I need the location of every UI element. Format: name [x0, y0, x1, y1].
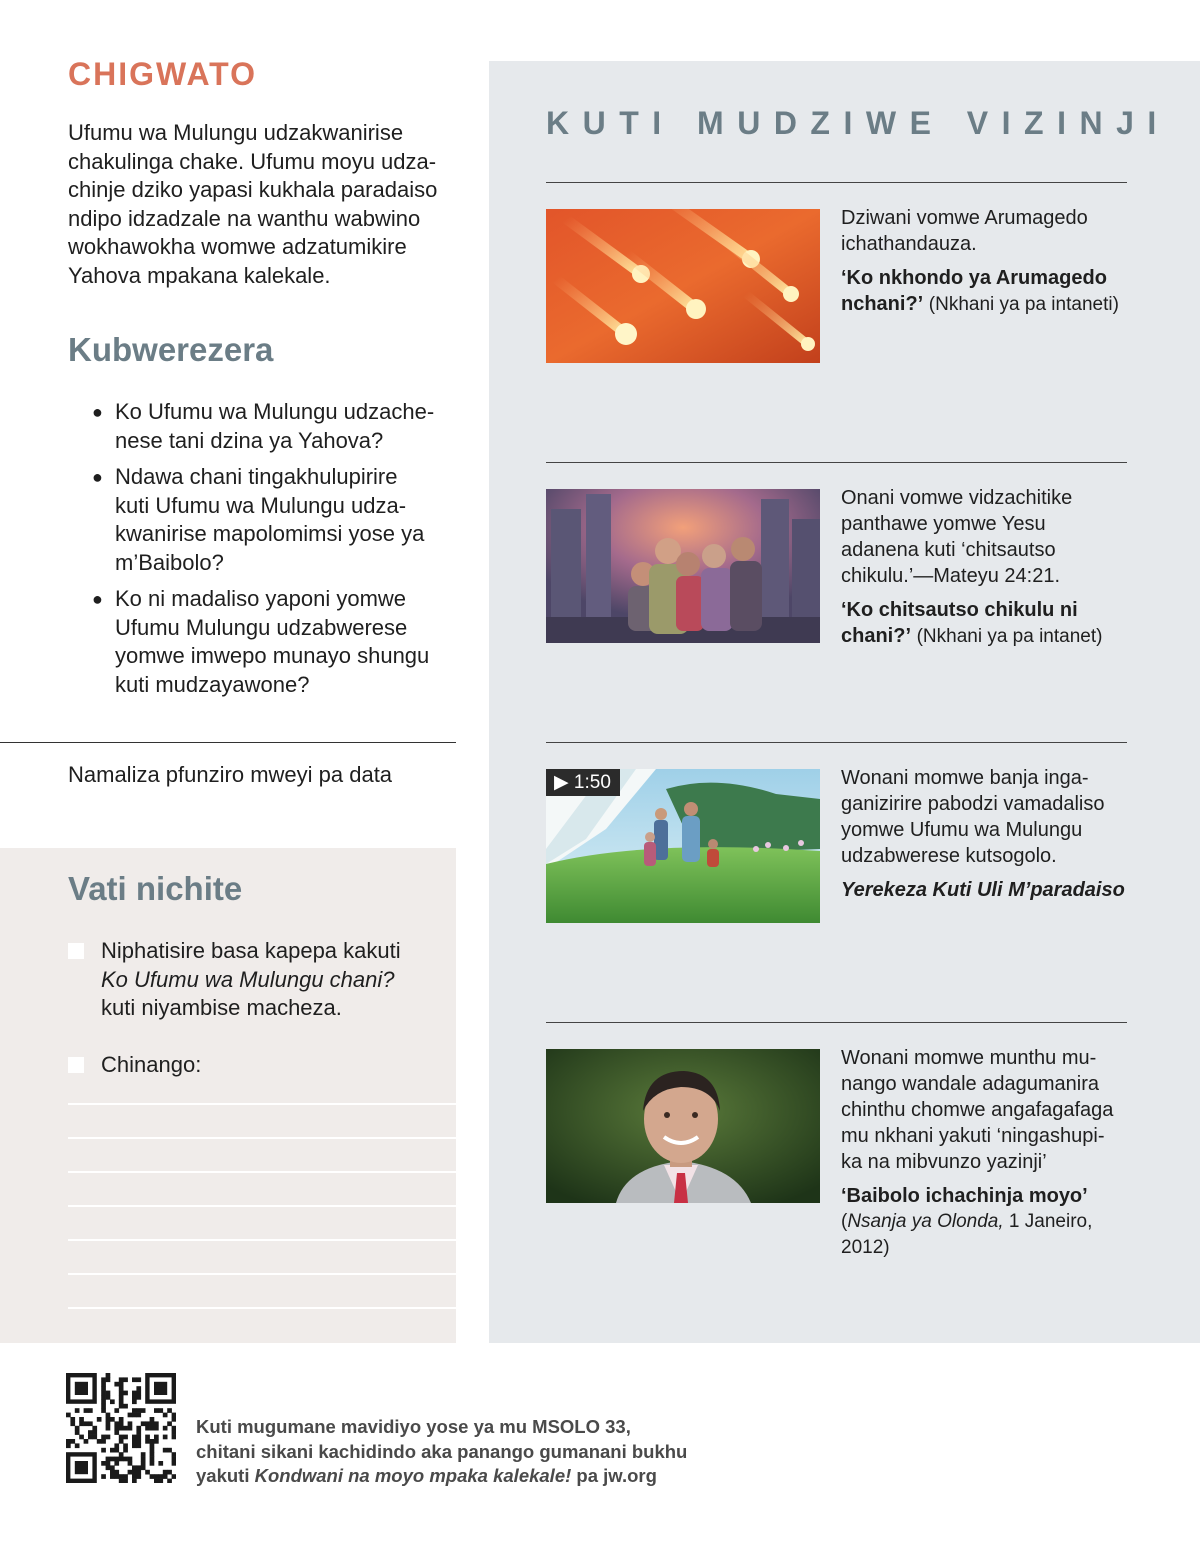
- entry-divider: [546, 1022, 1127, 1023]
- goal-item-text: [101, 937, 441, 1023]
- footer-line: pa jw.org: [571, 1465, 657, 1486]
- entry-line: nango wandale adagumanira: [841, 1073, 1099, 1095]
- source-label: (Nkhani ya pa intaneti): [928, 294, 1119, 315]
- write-line[interactable]: [68, 1307, 456, 1309]
- write-line[interactable]: [68, 1103, 456, 1105]
- summary-text: [68, 119, 456, 290]
- entry-line: Dziwani vomwe Arumagedo: [841, 207, 1088, 229]
- article-title[interactable]: ‘Baibolo ichachinja moyo’: [841, 1185, 1088, 1207]
- review-line: Ndawa chani tingakhulupirire: [115, 464, 398, 489]
- footer-line: chitani sikani kachidindo aka panango gumanani bukhu: [196, 1440, 688, 1462]
- source-paren: (: [841, 1211, 848, 1232]
- summary-line: chinje dziko yapasi kukhala paradaiso: [68, 177, 438, 202]
- review-line: kwanirise mapolomimsi yose ya: [115, 521, 425, 546]
- goal-item: [68, 1051, 441, 1080]
- family-in-tribulation-image[interactable]: [546, 489, 820, 643]
- write-line[interactable]: [68, 1273, 456, 1275]
- review-line: m’Baibolo?: [115, 549, 224, 575]
- checkbox[interactable]: [68, 1057, 84, 1073]
- entry-line: ichathandauza.: [841, 233, 977, 255]
- completion-date-line[interactable]: Namaliza pfunziro mweyi pa data: [68, 762, 393, 787]
- entry-text: [841, 1045, 1131, 1261]
- entry-line: adanena kuti ‘chitsautso: [841, 539, 1056, 561]
- review-question: [92, 398, 452, 455]
- summary-line: chakulinga chake. Ufumu moyu udza-: [68, 148, 437, 174]
- entry-divider: [546, 462, 1127, 463]
- entry-text: [841, 485, 1131, 650]
- review-line: Ko ni madaliso yaponi yomwe: [115, 586, 407, 611]
- goal-item-text: Chinango:: [101, 1052, 202, 1077]
- review-line: kuti Ufumu wa Mulungu udza-: [115, 492, 407, 518]
- review-question: [92, 463, 452, 577]
- play-icon: ▶: [554, 772, 569, 793]
- goal-line: Niphatisire basa kapepa kakuti: [101, 938, 401, 963]
- footer-text: [196, 1415, 716, 1489]
- entry-divider: [546, 742, 1127, 743]
- summary-line: ndipo idzadzale na wanthu wabwino: [68, 205, 421, 231]
- more-heading: KUTI MUDZIWE VIZINJI: [546, 105, 1170, 141]
- article-title[interactable]: ‘Ko nkhondo ya Arumagedo: [841, 267, 1107, 289]
- bullet-icon: ●: [92, 589, 103, 609]
- article-title[interactable]: chani?’: [841, 625, 912, 647]
- entry-line: ganizirire pabodzi vamadaliso: [841, 793, 1105, 815]
- goal-item: [68, 937, 441, 1023]
- book-title: Kondwani na moyo mpaka kalekale!: [254, 1465, 572, 1486]
- write-line[interactable]: [68, 1137, 456, 1139]
- review-heading: Kubwerezera: [68, 331, 274, 368]
- issue-date: 1 Janeiro,: [1003, 1211, 1093, 1232]
- checkbox[interactable]: [68, 943, 84, 959]
- summary-line: Ufumu wa Mulungu udzakwanirise: [68, 120, 404, 145]
- entry-line: udzabwerese kutsogolo.: [841, 845, 1057, 867]
- bullet-icon: ●: [92, 402, 103, 422]
- entry-line: panthawe yomwe Yesu: [841, 513, 1046, 535]
- entry-line: Wonani momwe banja inga-: [841, 767, 1089, 789]
- entry-line: ka na mibvunzo yazinji’: [841, 1151, 1047, 1173]
- review-line: yomwe imwepo munayo shungu: [115, 643, 430, 668]
- bullet-icon: ●: [92, 467, 103, 487]
- entry-divider: [546, 182, 1127, 183]
- review-line: Ko Ufumu wa Mulungu udzache-: [115, 399, 435, 424]
- article-title[interactable]: nchani?’: [841, 293, 924, 315]
- goal-line: kuti niyambise macheza.: [101, 995, 342, 1020]
- video-duration-badge[interactable]: [546, 769, 620, 796]
- article-title[interactable]: ‘Ko chitsautso chikulu ni: [841, 599, 1078, 621]
- entry-text: [841, 205, 1131, 318]
- entry-line: yomwe Ufumu wa Mulungu: [841, 819, 1083, 841]
- section-divider: [0, 742, 456, 743]
- smiling-man-portrait[interactable]: [546, 1049, 820, 1203]
- tract-title: Ko Ufumu wa Mulungu chani?: [101, 966, 395, 992]
- write-line[interactable]: [68, 1239, 456, 1241]
- entry-line: chikulu.’—Mateyu 24:21.: [841, 565, 1061, 587]
- video-duration: 1:50: [573, 772, 611, 793]
- review-line: Ufumu Mulungu udzabwerese: [115, 614, 408, 640]
- review-line: kuti mudzayawone?: [115, 671, 310, 697]
- summary-heading: CHIGWATO: [68, 56, 258, 92]
- footer-line: yakuti: [196, 1465, 255, 1486]
- review-question: [92, 585, 452, 699]
- entry-line: Wonani momwe munthu mu-: [841, 1047, 1097, 1069]
- qr-code-icon[interactable]: [66, 1373, 176, 1483]
- meteors-falling-image[interactable]: [546, 209, 820, 363]
- summary-line: wokhawokha womwe adzatumikire: [68, 234, 407, 259]
- write-line[interactable]: [68, 1205, 456, 1207]
- issue-year: 2012): [841, 1237, 890, 1258]
- magazine-title: Nsanja ya Olonda,: [847, 1211, 1004, 1232]
- video-title[interactable]: Yerekeza Kuti Uli M’paradaiso: [841, 879, 1125, 901]
- entry-line: mu nkhani yakuti ‘ningashupi-: [841, 1125, 1105, 1147]
- entry-line: chinthu chomwe angafagafaga: [841, 1099, 1114, 1121]
- goal-heading: Vati nichite: [68, 870, 243, 907]
- goal-box: [0, 848, 456, 1343]
- write-line[interactable]: [68, 1171, 456, 1173]
- summary-line: Yahova mpakana kalekale.: [68, 262, 331, 288]
- footer-line: Kuti mugumane mavidiyo yose ya mu MSOLO 33,: [196, 1416, 631, 1437]
- review-list: [92, 398, 452, 707]
- entry-text: [841, 765, 1131, 903]
- source-label: (Nkhani ya pa intanet): [916, 626, 1103, 647]
- entry-line: Onani vomwe vidzachitike: [841, 487, 1073, 509]
- review-line: nese tani dzina ya Yahova?: [115, 427, 384, 453]
